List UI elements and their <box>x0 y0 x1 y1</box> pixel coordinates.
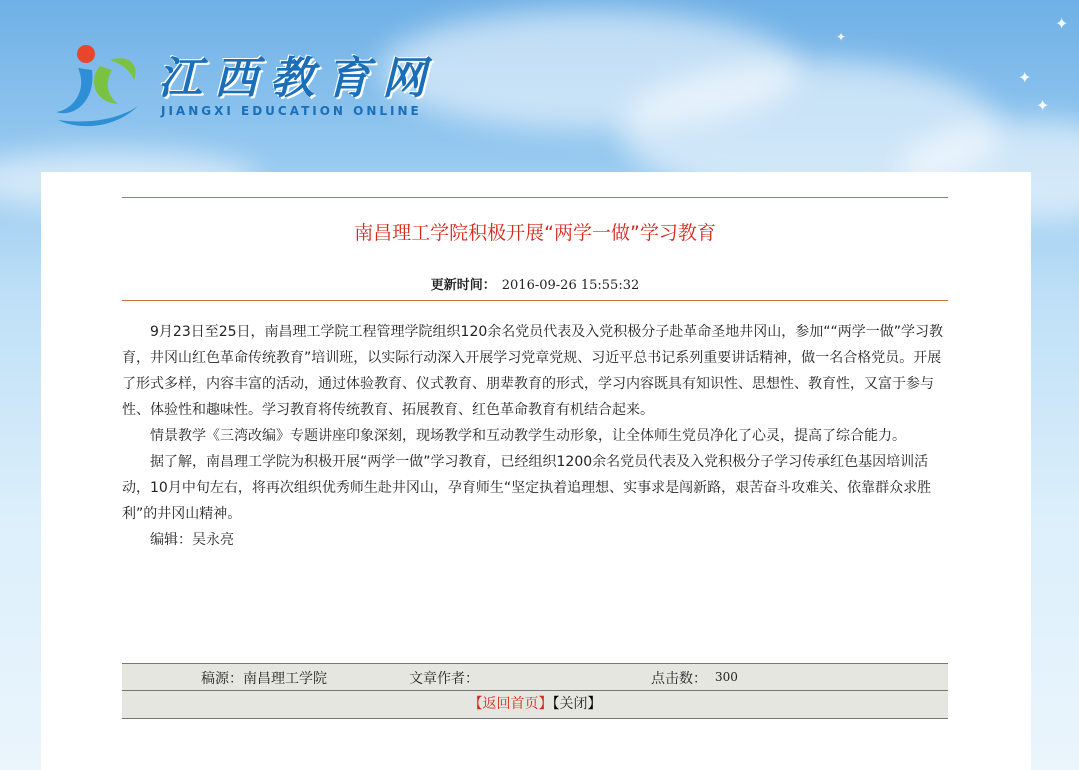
bracket-close: 】 <box>587 696 602 712</box>
update-time-label: 更新时间： <box>430 278 496 293</box>
article-body <box>122 319 948 553</box>
hits-label: 点击数： <box>651 671 707 687</box>
meta-actions-row <box>122 691 948 717</box>
site-name-cn: 江西教育网 <box>158 53 438 104</box>
update-time <box>122 274 948 293</box>
bird-icon: ✦ <box>1036 96 1050 115</box>
paragraph: 据了解，南昌理工学院为积极开展“两学一做”学习教育，已经组织1200余名党员代表及入党积极分子学习传承红色基因培训活动，10月中旬左右，将再次组织优秀师生赴井冈山，孕育师生“坚定执着追理想、实事求是闯新路，艰苦奋斗攻难关、依靠群众求胜利”的井冈山精神。 <box>122 454 932 522</box>
article-meta-bar <box>122 663 948 719</box>
title-bottom-rule <box>122 300 948 301</box>
logo-mark-icon <box>48 40 148 128</box>
article-title: 南昌理工学院积极开展“两学一做”学习教育 <box>354 222 716 244</box>
close-link[interactable]: 关闭 <box>559 696 588 712</box>
bracket-open: 【 <box>552 696 560 712</box>
paragraph: 9月23日至25日，南昌理工学院工程管理学院组织120余名党员代表及入党积极分子赴革命圣地井冈山，参加““两学一做”学习教育，井冈山红色革命传统教育”培训班，以实际行动深入开展学习党章党规、习近平总书记系列重要讲话精神，做一名合格党员。开展了形式多样，内容丰富的活动，通过体验教育、仪式教育、朋辈教育的形式，学习内容既具有知识性、思想性、教育性，又富于参与性、体验性和趣味性。学习教育将传统教育、拓展教育、红色革命教育有机结合起来。 <box>122 324 944 418</box>
bird-icon: ✦ <box>1055 14 1069 33</box>
paragraph: 情景教学《三湾改编》专题讲座印象深刻，现场教学和互动教学生动形象，让全体师生党员净化了心灵，提高了综合能力。 <box>150 428 906 444</box>
back-home-link[interactable]: 返回首页 <box>482 696 539 712</box>
title-top-rule <box>122 197 948 198</box>
site-logo[interactable] <box>48 40 448 130</box>
author-label: 文章作者： <box>409 671 479 687</box>
bracket-close: 】 <box>538 696 553 712</box>
bird-icon: ✦ <box>836 30 847 44</box>
bird-icon: ✦ <box>1018 68 1032 87</box>
update-time-value: 2016-09-26 15:55:32 <box>501 278 640 293</box>
bracket-open: 【 <box>468 696 483 712</box>
hits-value: 300 <box>715 670 738 684</box>
site-name-en: JIANGXI EDUCATION ONLINE <box>161 104 422 118</box>
editor-line: 编辑：吴永亮 <box>150 532 234 548</box>
source-text: 稿源：南昌理工学院 <box>201 671 327 687</box>
meta-info-row <box>122 664 948 691</box>
